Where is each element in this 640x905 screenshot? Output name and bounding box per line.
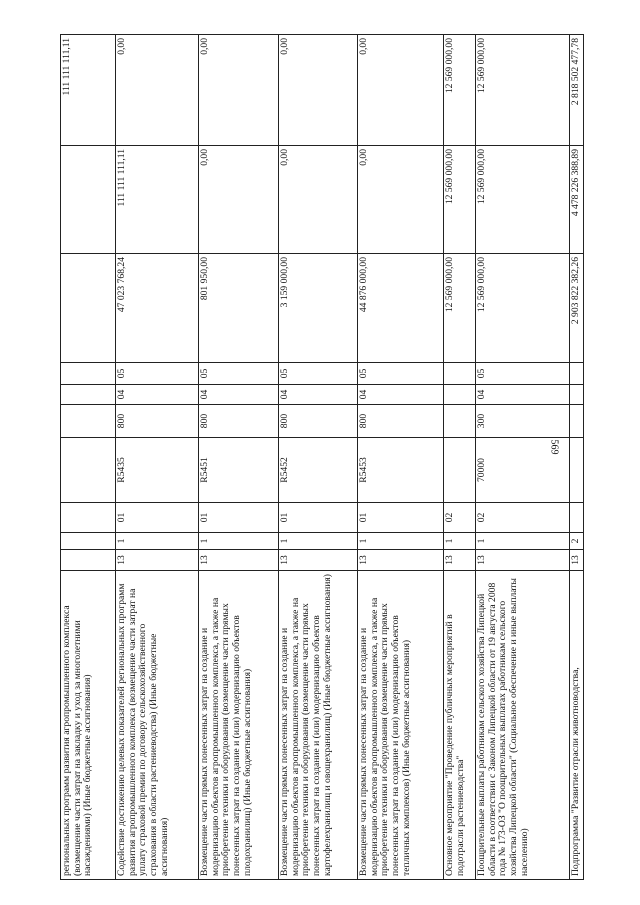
amount-year2-cell: 0,00 [199,146,279,254]
amount-year3-cell: 12 569 000,00 [444,35,476,146]
row-name-cell: Поощрительные выплаты работникам сельского хозяйства Липецкой области в соответствии с Законом Липецкой области от 19 августа 2008 года № 173-ОЗ "О поощрительных выплатах работникам сельского хозяйства Липецкой области" (Социальное обеспечение и иные выплаты населению) [476,571,570,880]
target-article-cell: R5451 [199,438,279,503]
expense-type-cell: 300 [476,405,570,438]
subprogram-code-cell: 01 [358,503,444,533]
table-row [444,35,476,880]
amount-year1-cell: 47 023 768,24 [116,254,199,363]
amount-year1-cell: 44 876 000,00 [358,254,444,363]
subsection-cell: 05 [476,363,570,385]
subsection-cell [444,363,476,385]
target-article-cell [570,438,584,503]
section-cell [570,385,584,405]
subprogram-code-cell: 01 [116,503,199,533]
program-code-cell [61,533,116,550]
program-code-cell: 1 [358,533,444,550]
amount-year2-cell: 12 569 000,00 [444,146,476,254]
section-cell: 04 [116,385,199,405]
amount-year2-cell: 4 478 226 388,89 [570,146,584,254]
program-code-cell: 1 [444,533,476,550]
amount-year2-cell: 0,00 [358,146,444,254]
amount-year3-cell: 0,00 [116,35,199,146]
expense-type-cell [61,405,116,438]
row-name-cell: Возмещение части прямых понесенных затрат на создание и модернизацию объектов агропромышленного комплекса, а также на приобретение техники и оборудования (возмещение части прямых понесенных затрат на создание и (или) модернизацию объектов тепличных комплексов) (Иные бюджетные ассигнования) [358,571,444,880]
admin-code-cell: 13 [116,550,199,571]
target-article-cell [444,438,476,503]
section-cell: 04 [199,385,279,405]
table-row [570,35,584,880]
table-row [279,35,358,880]
subprogram-code-cell [61,503,116,533]
subprogram-code-cell [570,503,584,533]
admin-code-cell: 13 [358,550,444,571]
amount-year2-cell: 0,00 [279,146,358,254]
row-name-cell: Содействие достижению целевых показателей региональных программ развития агропромышленного комплекса (возмещение части затрат на уплату страховой премии по договору сельскохозяйственного страхования в области растениеводства) (Иные бюджетные ассигнования) [116,571,199,880]
expense-type-cell: 800 [358,405,444,438]
expense-type-cell [570,405,584,438]
program-code-cell: 1 [116,533,199,550]
subprogram-code-cell: 02 [444,503,476,533]
expense-type-cell: 800 [116,405,199,438]
amount-year3-cell: 111 111 111,11 [61,35,116,146]
admin-code-cell: 13 [199,550,279,571]
table-row [199,35,279,880]
amount-year3-cell: 12 569 000,00 [476,35,570,146]
row-name-cell: Основное мероприятие "Проведение публичных мероприятий в подотрасли растениеводства" [444,571,476,880]
expense-type-cell: 800 [199,405,279,438]
admin-code-cell [61,550,116,571]
admin-code-cell: 13 [444,550,476,571]
section-cell: 04 [358,385,444,405]
budget-table [60,34,584,880]
amount-year3-cell: 0,00 [358,35,444,146]
admin-code-cell: 13 [476,550,570,571]
expense-type-cell [444,405,476,438]
subprogram-code-cell: 01 [199,503,279,533]
section-cell: 04 [279,385,358,405]
subsection-cell [61,363,116,385]
section-cell: 04 [476,385,570,405]
amount-year3-cell: 2 818 502 477,78 [570,35,584,146]
program-code-cell: 2 [570,533,584,550]
subsection-cell: 05 [116,363,199,385]
amount-year1-cell: 3 159 000,00 [279,254,358,363]
subsection-cell [570,363,584,385]
target-article-cell: R5435 [116,438,199,503]
amount-year1-cell: 2 903 822 382,26 [570,254,584,363]
subprogram-code-cell: 02 [476,503,570,533]
table-row [116,35,199,880]
program-code-cell: 1 [279,533,358,550]
target-article-cell [61,438,116,503]
amount-year2-cell: 111 111 111,11 [116,146,199,254]
table-row [358,35,444,880]
table-row [476,35,570,880]
row-name-cell: Возмещение части прямых понесенных затрат на создание и модернизацию объектов агропромышленного комплекса, а также на приобретение техники и оборудования (возмещение части прямых понесенных затрат на создание и (или) модернизацию объектов картофелехранилищ и овощехранилищ) (Иные бюджетные ассигнования) [279,571,358,880]
amount-year3-cell: 0,00 [279,35,358,146]
table-row [61,35,116,880]
section-cell [444,385,476,405]
target-article-cell: R5452 [279,438,358,503]
section-cell [61,385,116,405]
subprogram-code-cell: 01 [279,503,358,533]
expense-type-cell: 800 [279,405,358,438]
row-name-cell: региональных программ развития агропромышленного комплекса (возмещение части затрат на закладку и уход за многолетними насаждениями) (Иные бюджетные ассигнования) [61,571,116,880]
amount-year1-cell: 12 569 000,00 [444,254,476,363]
table-body [61,35,584,880]
amount-year3-cell: 0,00 [199,35,279,146]
row-name-cell: Подпрограмма "Развитие отрасли животноводства, [570,571,584,880]
amount-year1-cell [61,254,116,363]
amount-year1-cell: 12 569 000,00 [476,254,570,363]
amount-year1-cell: 801 950,00 [199,254,279,363]
target-article-cell: 70000 [476,438,570,503]
row-name-cell: Возмещение части прямых понесенных затрат на создание и модернизацию объектов агропромышленного комплекса, а также на приобретение техники и оборудования (возмещение части прямых понесенных затрат на создание и (или) модернизацию объектов плодохранилищ) (Иные бюджетные ассигнования) [199,571,279,880]
amount-year2-cell: 12 569 000,00 [476,146,570,254]
budget-table-rotated [60,35,580,880]
program-code-cell: 1 [199,533,279,550]
page-number: 569 [548,439,560,455]
amount-year2-cell [61,146,116,254]
subsection-cell: 05 [279,363,358,385]
admin-code-cell: 13 [279,550,358,571]
admin-code-cell: 13 [570,550,584,571]
target-article-cell: R5453 [358,438,444,503]
subsection-cell: 05 [199,363,279,385]
subsection-cell: 05 [358,363,444,385]
program-code-cell: 1 [476,533,570,550]
